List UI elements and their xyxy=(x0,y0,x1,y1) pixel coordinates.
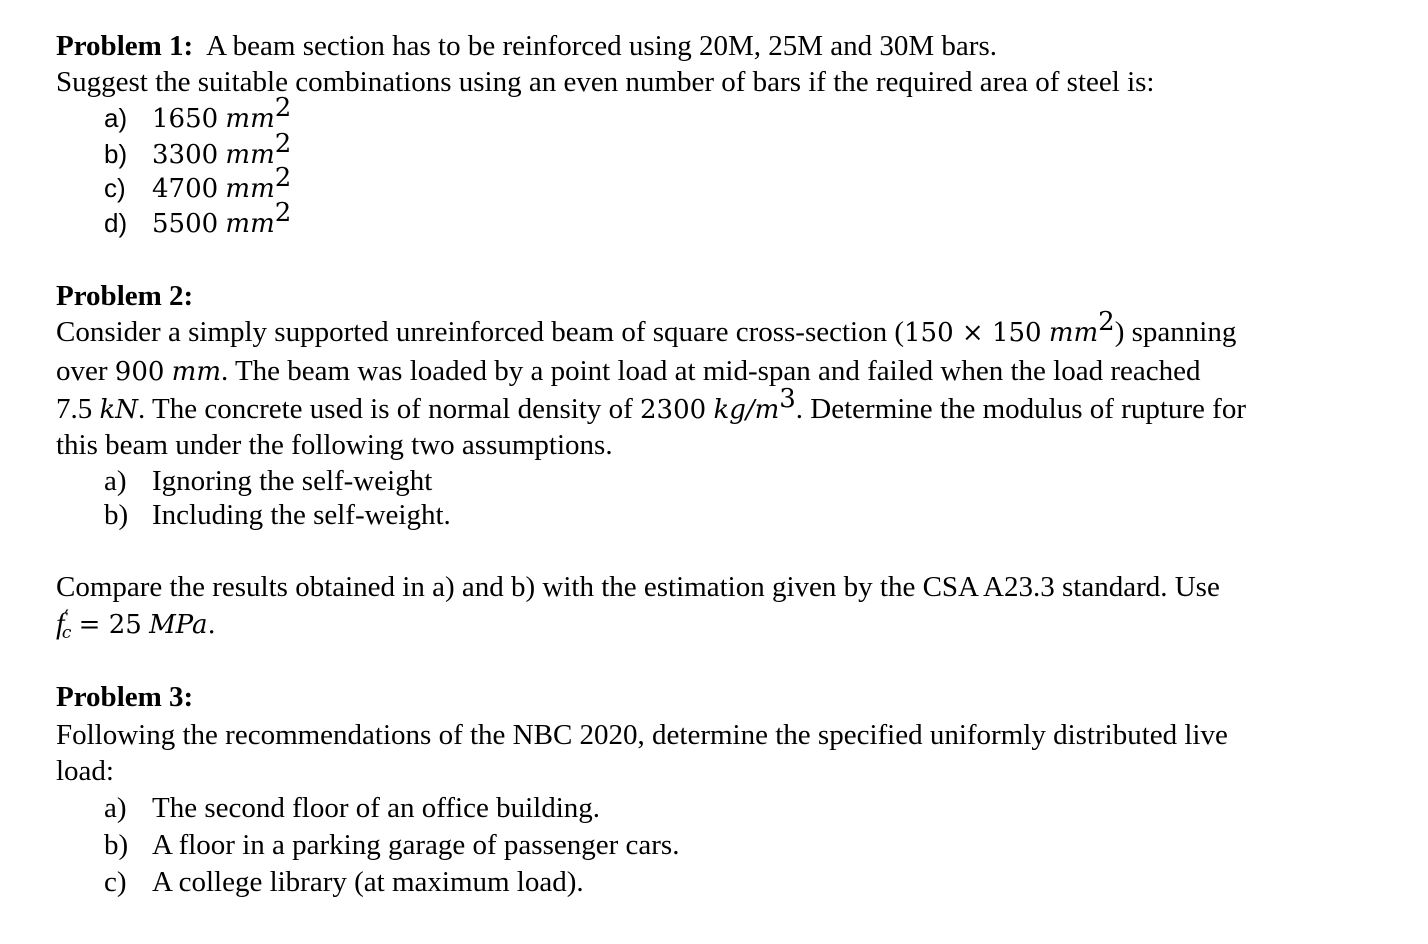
item-exp: 2 xyxy=(274,129,292,159)
fc-sub: c xyxy=(61,623,72,643)
item-value: 5500 xyxy=(152,209,219,239)
item-label: a) xyxy=(104,792,127,824)
problem2-item xyxy=(104,463,432,499)
problem1-item xyxy=(104,163,292,207)
math-unit: kg/m xyxy=(713,395,780,425)
item-label: a) xyxy=(104,465,127,497)
problem2-line4: this beam under the following two assumptions. xyxy=(56,429,613,461)
item-label: b) xyxy=(104,499,129,531)
problem1-line1 xyxy=(56,28,997,64)
math: 900 xyxy=(114,357,165,387)
problem3-item xyxy=(104,864,584,900)
item-text: The second floor of an office building. xyxy=(152,792,601,824)
item-text: A college library (at maximum load). xyxy=(152,866,584,898)
item-label: b) xyxy=(104,829,129,861)
item-value: 1650 xyxy=(152,104,219,134)
item-unit: mm xyxy=(225,104,275,134)
fc-eq: = 25 xyxy=(78,610,142,640)
item-label: c) xyxy=(104,173,126,203)
item-unit: mm xyxy=(225,140,275,170)
fc-unit: MPa xyxy=(149,610,208,640)
text: . Determine the modulus of rupture for xyxy=(795,393,1246,425)
problem3-line1: Following the recommendations of the NBC 2020, determine the specified uniformly distributed live xyxy=(56,719,1228,751)
fc-prime: ′ xyxy=(64,605,69,629)
math-unit: mm xyxy=(171,357,221,387)
problem1-line2: Suggest the suitable combinations using an even number of bars if the required area of steel is: xyxy=(56,66,1155,98)
math-exp: 2 xyxy=(1098,307,1115,337)
item-exp: 2 xyxy=(274,198,292,228)
fc-symbol: f xyxy=(56,607,65,640)
problem2-heading: Problem 2: xyxy=(56,280,194,312)
text: . The concrete used is of normal density of xyxy=(138,393,633,425)
problem2-item xyxy=(104,497,451,533)
math: 2300 xyxy=(640,395,707,425)
problem1-text: A beam section has to be reinforced using 20M, 25M and 30M bars. xyxy=(206,30,997,62)
math-exp: 3 xyxy=(779,384,796,414)
item-value: 4700 xyxy=(152,174,219,204)
fc-end: . xyxy=(207,610,216,640)
text: . The beam was loaded by a point load at mid-span and failed when the load reached xyxy=(220,355,1201,387)
item-text: Including the self-weight. xyxy=(152,499,451,531)
number: 7.5 xyxy=(56,393,93,425)
item-unit: mm xyxy=(225,209,275,239)
problem2-line1 xyxy=(56,307,1237,351)
problem3-item xyxy=(104,790,600,826)
math: 150 × 150 xyxy=(904,318,1042,348)
problem2-line3 xyxy=(56,384,1246,428)
item-exp: 2 xyxy=(274,93,292,123)
problem1-item xyxy=(104,198,292,242)
item-unit: mm xyxy=(225,174,275,204)
text: ) spanning xyxy=(1114,316,1237,348)
text: Consider a simply supported unreinforced beam of square cross-section ( xyxy=(56,316,905,348)
item-label: b) xyxy=(104,139,128,169)
item-label: c) xyxy=(104,866,127,898)
item-text: A floor in a parking garage of passenger cars. xyxy=(152,829,680,861)
problem3-item xyxy=(104,827,679,863)
math-unit: mm xyxy=(1048,318,1099,348)
problem2-fc xyxy=(56,606,216,643)
item-text: Ignoring the self-weight xyxy=(152,465,433,497)
problem2-line2 xyxy=(56,353,1200,390)
item-exp: 2 xyxy=(274,163,292,193)
item-label: d) xyxy=(104,208,128,238)
problem3-heading: Problem 3: xyxy=(56,681,194,713)
problem1-heading: Problem 1: xyxy=(56,30,194,62)
math-unit: kN xyxy=(99,395,139,425)
item-value: 3300 xyxy=(152,140,219,170)
problem1-item xyxy=(104,93,292,137)
problem1-item xyxy=(104,129,292,173)
problem3-line2: load: xyxy=(56,755,114,787)
text: over xyxy=(56,355,108,387)
item-label: a) xyxy=(104,103,128,133)
problem2-compare: Compare the results obtained in a) and b) with the estimation given by the CSA A23.3 standard. Use xyxy=(56,571,1220,603)
